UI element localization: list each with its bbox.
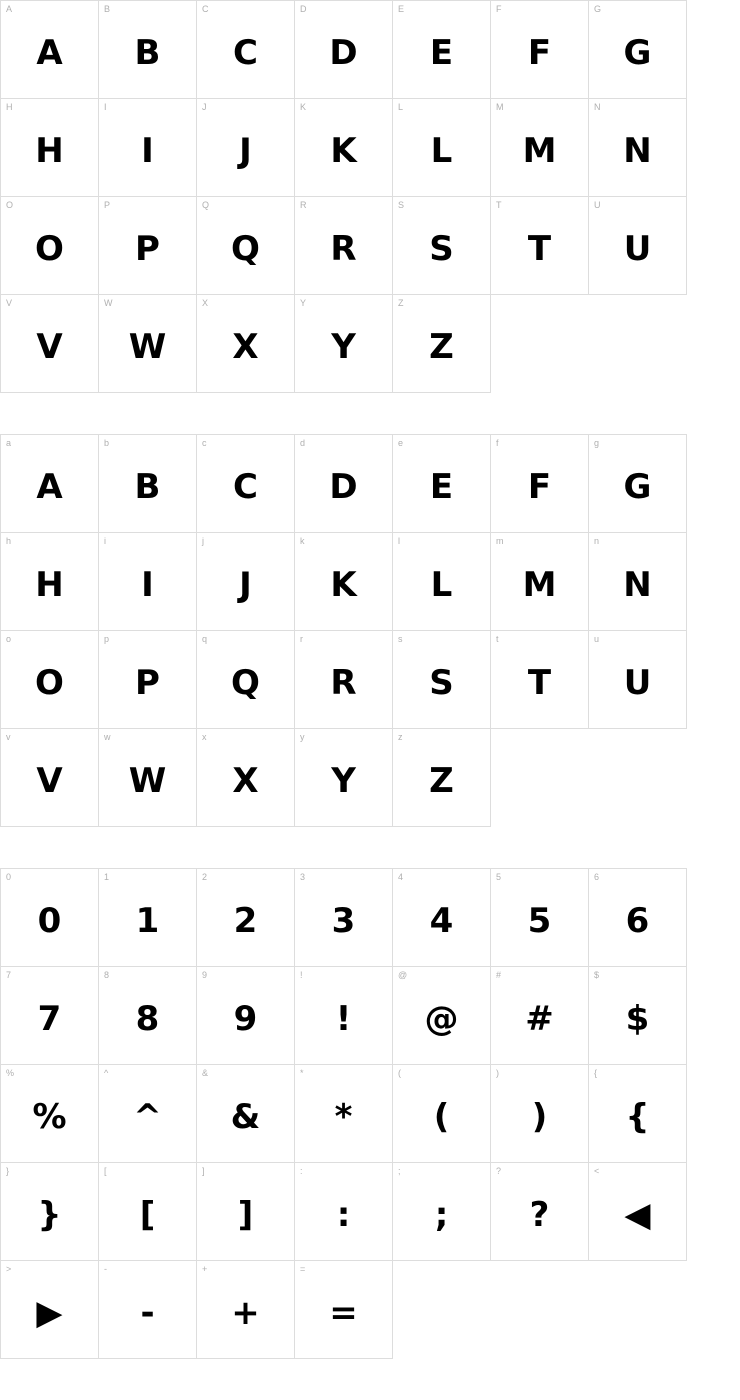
glyph-cell-character: G <box>623 32 652 73</box>
glyph-row <box>0 728 740 826</box>
glyph-cell-character: Q <box>231 228 260 269</box>
glyph-cell-label: Z <box>398 298 404 308</box>
glyph-cell-character: } <box>37 1194 62 1235</box>
glyph-cell-character: S <box>429 228 454 269</box>
glyph-cell-label: 4 <box>398 872 404 882</box>
glyph-cell-character: ! <box>335 998 352 1039</box>
glyph-cell-character: 8 <box>135 998 160 1039</box>
glyph-cell-label: ? <box>496 1166 502 1176</box>
glyph-cell-label: Y <box>300 298 307 308</box>
glyph-cell-character: S <box>429 662 454 703</box>
glyph-cell-character: U <box>623 228 652 269</box>
glyph-cell-label: + <box>202 1264 208 1274</box>
glyph-cell-empty <box>490 1260 589 1359</box>
glyph-cell-label: E <box>398 4 405 14</box>
glyph-row <box>0 1162 740 1260</box>
glyph-cell-label: % <box>6 1068 15 1078</box>
glyph-cell-character: C <box>233 466 258 507</box>
glyph-cell-character: ) <box>531 1096 548 1137</box>
glyph-row <box>0 434 740 532</box>
glyph-cell-empty <box>490 294 589 393</box>
glyph-cell[interactable] <box>392 728 491 827</box>
glyph-cell[interactable] <box>294 1162 393 1261</box>
glyph-cell-character: X <box>232 760 259 801</box>
glyph-cell-label: 6 <box>594 872 600 882</box>
glyph-cell-character: H <box>35 564 64 605</box>
glyph-cell-character: 3 <box>331 900 356 941</box>
glyph-cell[interactable] <box>0 98 99 197</box>
glyph-cell-character: % <box>32 1096 67 1137</box>
glyph-cell-character: P <box>135 662 160 703</box>
glyph-cell-character: ] <box>237 1194 254 1235</box>
glyph-cell[interactable] <box>196 196 295 295</box>
glyph-cell[interactable] <box>98 1260 197 1359</box>
glyph-cell-label: g <box>594 438 600 448</box>
glyph-cell[interactable] <box>0 294 99 393</box>
glyph-cell-label: * <box>300 1068 304 1078</box>
glyph-cell[interactable] <box>294 630 393 729</box>
glyph-cell[interactable] <box>490 532 589 631</box>
glyph-row <box>0 532 740 630</box>
glyph-section-numerals-and-symbols <box>0 868 740 1358</box>
glyph-cell-character: F <box>527 32 552 73</box>
glyph-cell-label: G <box>594 4 602 14</box>
glyph-cell-character: T <box>527 662 552 703</box>
glyph-cell-label: n <box>594 536 600 546</box>
glyph-cell-character: 6 <box>625 900 650 941</box>
glyph-cell-empty <box>392 1260 491 1359</box>
glyph-cell[interactable] <box>294 434 393 533</box>
glyph-cell[interactable] <box>392 1064 491 1163</box>
glyph-cell-character: Q <box>231 662 260 703</box>
glyph-cell-label: V <box>6 298 13 308</box>
glyph-cell-label: 1 <box>104 872 110 882</box>
glyph-cell-label: Q <box>202 200 210 210</box>
glyph-cell-character: E <box>429 466 454 507</box>
glyph-cell-label: # <box>496 970 502 980</box>
glyph-cell-character: R <box>330 662 357 703</box>
glyph-cell-character: 7 <box>37 998 62 1039</box>
glyph-cell[interactable] <box>98 434 197 533</box>
glyph-row <box>0 196 740 294</box>
glyph-cell-character: M <box>522 130 557 171</box>
glyph-cell[interactable] <box>392 630 491 729</box>
glyph-cell-label: O <box>6 200 14 210</box>
glyph-cell-character: K <box>330 130 357 171</box>
glyph-cell-character: 4 <box>429 900 454 941</box>
glyph-cell[interactable] <box>196 630 295 729</box>
glyph-cell-label: 9 <box>202 970 208 980</box>
glyph-cell-label: { <box>594 1068 598 1078</box>
glyph-cell-character: B <box>134 466 161 507</box>
glyph-cell-label: 5 <box>496 872 502 882</box>
glyph-cell-character: D <box>329 466 358 507</box>
glyph-cell[interactable] <box>588 196 687 295</box>
glyph-cell[interactable] <box>588 1162 687 1261</box>
glyph-cell-character: 5 <box>527 900 552 941</box>
glyph-cell-character: J <box>239 564 252 605</box>
glyph-cell-character: [ <box>139 1194 156 1235</box>
glyph-cell-label: I <box>104 102 107 112</box>
glyph-cell-character: N <box>623 130 652 171</box>
glyph-row <box>0 0 740 98</box>
glyph-cell-label: b <box>104 438 110 448</box>
glyph-cell[interactable] <box>588 630 687 729</box>
glyph-cell[interactable] <box>0 196 99 295</box>
glyph-cell-character: ▶ <box>36 1292 63 1333</box>
glyph-cell[interactable] <box>196 868 295 967</box>
glyph-cell-character: K <box>330 564 357 605</box>
glyph-cell[interactable] <box>98 0 197 99</box>
glyph-cell[interactable] <box>294 98 393 197</box>
glyph-cell-label: s <box>398 634 403 644</box>
glyph-cell-character: = <box>329 1292 358 1333</box>
glyph-cell[interactable] <box>0 966 99 1065</box>
glyph-cell-label: j <box>202 536 204 546</box>
glyph-cell-character: I <box>141 130 154 171</box>
glyph-cell[interactable] <box>588 0 687 99</box>
glyph-cell-character: W <box>128 326 167 367</box>
glyph-cell[interactable] <box>490 196 589 295</box>
glyph-cell[interactable] <box>490 1064 589 1163</box>
glyph-cell-label: P <box>104 200 111 210</box>
section-spacer <box>0 392 740 434</box>
glyph-cell-character: W <box>128 760 167 801</box>
glyph-cell[interactable] <box>392 434 491 533</box>
glyph-cell[interactable] <box>196 966 295 1065</box>
glyph-cell-character: E <box>429 32 454 73</box>
glyph-cell-label: u <box>594 634 600 644</box>
glyph-cell-label: = <box>300 1264 306 1274</box>
glyph-cell[interactable] <box>196 532 295 631</box>
glyph-cell[interactable] <box>490 1162 589 1261</box>
glyph-cell-character: A <box>36 32 63 73</box>
glyph-cell-character: * <box>334 1096 353 1137</box>
glyph-cell[interactable] <box>0 1162 99 1261</box>
glyph-cell[interactable] <box>0 1260 99 1359</box>
glyph-cell-label: - <box>104 1264 107 1274</box>
glyph-cell[interactable] <box>490 0 589 99</box>
glyph-cell-character: H <box>35 130 64 171</box>
glyph-cell[interactable] <box>392 532 491 631</box>
glyph-cell-empty <box>588 294 687 393</box>
glyph-cell[interactable] <box>98 196 197 295</box>
glyph-cell-character: + <box>231 1292 260 1333</box>
glyph-row <box>0 294 740 392</box>
glyph-cell-character: O <box>35 228 64 269</box>
glyph-row <box>0 966 740 1064</box>
glyph-cell-character: R <box>330 228 357 269</box>
glyph-cell[interactable] <box>392 196 491 295</box>
glyph-cell-character: Z <box>429 326 454 367</box>
glyph-cell[interactable] <box>98 630 197 729</box>
glyph-cell[interactable] <box>588 532 687 631</box>
glyph-cell[interactable] <box>392 966 491 1065</box>
glyph-cell-character: ( <box>433 1096 450 1137</box>
glyph-cell-label: } <box>6 1166 10 1176</box>
glyph-cell-character: X <box>232 326 259 367</box>
glyph-cell[interactable] <box>294 196 393 295</box>
glyph-cell-character: Z <box>429 760 454 801</box>
glyph-cell-label: J <box>202 102 207 112</box>
glyph-cell[interactable] <box>392 1162 491 1261</box>
glyph-cell-label: T <box>496 200 502 210</box>
glyph-cell-empty <box>588 728 687 827</box>
glyph-cell-label: K <box>300 102 307 112</box>
glyph-cell-label: ! <box>300 970 303 980</box>
glyph-cell-character: L <box>430 564 453 605</box>
glyph-section-lowercase <box>0 434 740 826</box>
glyph-cell-character: I <box>141 564 154 605</box>
glyph-cell[interactable] <box>490 868 589 967</box>
glyph-cell[interactable] <box>0 868 99 967</box>
glyph-cell[interactable] <box>98 868 197 967</box>
glyph-cell-label: B <box>104 4 111 14</box>
glyph-cell-label: c <box>202 438 207 448</box>
glyph-cell[interactable] <box>0 434 99 533</box>
glyph-cell-label: x <box>202 732 207 742</box>
glyph-row <box>0 630 740 728</box>
glyph-cell-label: f <box>496 438 499 448</box>
glyph-cell-label: < <box>594 1166 600 1176</box>
glyph-cell-character: D <box>329 32 358 73</box>
glyph-cell[interactable] <box>588 966 687 1065</box>
glyph-cell-label: R <box>300 200 307 210</box>
glyph-cell-character: O <box>35 662 64 703</box>
glyph-cell-label: i <box>104 536 106 546</box>
glyph-cell-label: e <box>398 438 404 448</box>
glyph-cell-character: A <box>36 466 63 507</box>
glyph-cell[interactable] <box>392 294 491 393</box>
glyph-cell-label: F <box>496 4 502 14</box>
glyph-cell[interactable] <box>588 434 687 533</box>
glyph-cell[interactable] <box>0 630 99 729</box>
glyph-cell[interactable] <box>196 1162 295 1261</box>
glyph-cell-character: L <box>430 130 453 171</box>
glyph-cell-label: @ <box>398 970 408 980</box>
glyph-row <box>0 868 740 966</box>
glyph-cell-label: ] <box>202 1166 205 1176</box>
glyph-cell[interactable] <box>98 1162 197 1261</box>
glyph-cell-label: r <box>300 634 303 644</box>
glyph-cell-character: ; <box>434 1194 449 1235</box>
glyph-cell-character: V <box>36 760 63 801</box>
glyph-cell[interactable] <box>588 1064 687 1163</box>
glyph-cell-character: { <box>625 1096 650 1137</box>
glyph-cell-character: ◀ <box>624 1194 651 1235</box>
glyph-cell-character: & <box>230 1096 261 1137</box>
glyph-cell-label: t <box>496 634 499 644</box>
glyph-cell-label: w <box>104 732 111 742</box>
glyph-cell[interactable] <box>196 1260 295 1359</box>
glyph-cell[interactable] <box>294 0 393 99</box>
glyph-cell[interactable] <box>0 1064 99 1163</box>
glyph-cell-label: ( <box>398 1068 401 1078</box>
glyph-cell-label: k <box>300 536 305 546</box>
glyph-cell-label: : <box>300 1166 303 1176</box>
glyph-cell-label: l <box>398 536 400 546</box>
glyph-cell-character: C <box>233 32 258 73</box>
glyph-cell[interactable] <box>294 868 393 967</box>
glyph-cell-character: ? <box>529 1194 550 1235</box>
glyph-cell-character: M <box>522 564 557 605</box>
glyph-cell[interactable] <box>98 98 197 197</box>
glyph-cell[interactable] <box>98 532 197 631</box>
glyph-cell[interactable] <box>196 294 295 393</box>
glyph-cell-character: V <box>36 326 63 367</box>
glyph-cell-label: U <box>594 200 601 210</box>
glyph-cell-label: o <box>6 634 12 644</box>
glyph-cell-character: 0 <box>37 900 62 941</box>
glyph-cell-label: H <box>6 102 13 112</box>
glyph-cell[interactable] <box>392 98 491 197</box>
glyph-cell-label: h <box>6 536 12 546</box>
glyph-cell-character: $ <box>625 998 650 1039</box>
glyph-cell[interactable] <box>490 966 589 1065</box>
glyph-section-uppercase <box>0 0 740 392</box>
glyph-cell-label: 2 <box>202 872 208 882</box>
glyph-cell[interactable] <box>196 0 295 99</box>
glyph-cell[interactable] <box>294 1260 393 1359</box>
glyph-cell-label: L <box>398 102 404 112</box>
glyph-cell[interactable] <box>98 1064 197 1163</box>
glyph-cell-label: X <box>202 298 209 308</box>
glyph-cell[interactable] <box>490 98 589 197</box>
glyph-cell-character: T <box>527 228 552 269</box>
glyph-cell-character: Y <box>331 326 356 367</box>
glyph-cell-character: ^ <box>133 1096 162 1137</box>
glyph-cell-label: 7 <box>6 970 12 980</box>
section-spacer <box>0 826 740 868</box>
glyph-cell[interactable] <box>294 728 393 827</box>
glyph-cell-character: 1 <box>135 900 160 941</box>
glyph-cell-character: 9 <box>233 998 258 1039</box>
glyph-cell[interactable] <box>588 98 687 197</box>
glyph-cell-label: D <box>300 4 307 14</box>
glyph-cell-label: $ <box>594 970 600 980</box>
glyph-cell[interactable] <box>490 630 589 729</box>
glyph-cell-label: z <box>398 732 403 742</box>
glyph-cell-label: & <box>202 1068 209 1078</box>
glyph-cell-label: q <box>202 634 208 644</box>
glyph-cell-character: N <box>623 564 652 605</box>
glyph-cell[interactable] <box>98 294 197 393</box>
glyph-cell-label: [ <box>104 1166 107 1176</box>
glyph-cell-empty <box>588 1260 687 1359</box>
glyph-cell[interactable] <box>392 868 491 967</box>
glyph-cell[interactable] <box>588 868 687 967</box>
glyph-cell-label: > <box>6 1264 12 1274</box>
glyph-cell-character: P <box>135 228 160 269</box>
glyph-cell-label: M <box>496 102 504 112</box>
glyph-cell[interactable] <box>490 434 589 533</box>
glyph-cell-label: C <box>202 4 209 14</box>
glyph-cell-character: Y <box>331 760 356 801</box>
glyph-cell[interactable] <box>98 728 197 827</box>
glyph-cell-label: S <box>398 200 405 210</box>
glyph-cell[interactable] <box>98 966 197 1065</box>
glyph-cell[interactable] <box>294 1064 393 1163</box>
glyph-cell-label: d <box>300 438 306 448</box>
glyph-cell-character: B <box>134 32 161 73</box>
glyph-cell-character: - <box>140 1292 155 1333</box>
glyph-cell-label: p <box>104 634 110 644</box>
glyph-cell-character: @ <box>424 998 459 1039</box>
glyph-cell[interactable] <box>294 966 393 1065</box>
glyph-cell-label: 8 <box>104 970 110 980</box>
glyph-cell-label: A <box>6 4 13 14</box>
glyph-cell-character: F <box>527 466 552 507</box>
glyph-cell-label: 3 <box>300 872 306 882</box>
glyph-cell-empty <box>490 728 589 827</box>
glyph-cell[interactable] <box>196 728 295 827</box>
glyph-cell-label: ; <box>398 1166 401 1176</box>
glyph-cell[interactable] <box>0 532 99 631</box>
glyph-cell-label: N <box>594 102 601 112</box>
glyph-row <box>0 1064 740 1162</box>
glyph-cell-character: # <box>525 998 554 1039</box>
glyph-cell-label: v <box>6 732 11 742</box>
glyph-cell-character: : <box>336 1194 351 1235</box>
glyph-cell-label: W <box>104 298 113 308</box>
glyph-cell-label: ) <box>496 1068 499 1078</box>
glyph-cell[interactable] <box>294 294 393 393</box>
glyph-cell[interactable] <box>392 0 491 99</box>
glyph-cell[interactable] <box>196 1064 295 1163</box>
glyph-cell[interactable] <box>196 98 295 197</box>
glyph-cell-character: 2 <box>233 900 258 941</box>
glyph-cell-label: y <box>300 732 305 742</box>
glyph-cell[interactable] <box>196 434 295 533</box>
glyph-cell-label: a <box>6 438 12 448</box>
glyph-cell[interactable] <box>0 728 99 827</box>
glyph-cell-character: U <box>623 662 652 703</box>
glyph-cell[interactable] <box>294 532 393 631</box>
glyph-cell-label: m <box>496 536 504 546</box>
glyph-row <box>0 1260 740 1358</box>
glyph-cell-character: J <box>239 130 252 171</box>
glyph-cell-character: G <box>623 466 652 507</box>
glyph-cell-label: 0 <box>6 872 12 882</box>
glyph-row <box>0 98 740 196</box>
glyph-cell-label: ^ <box>104 1068 109 1078</box>
glyph-cell[interactable] <box>0 0 99 99</box>
